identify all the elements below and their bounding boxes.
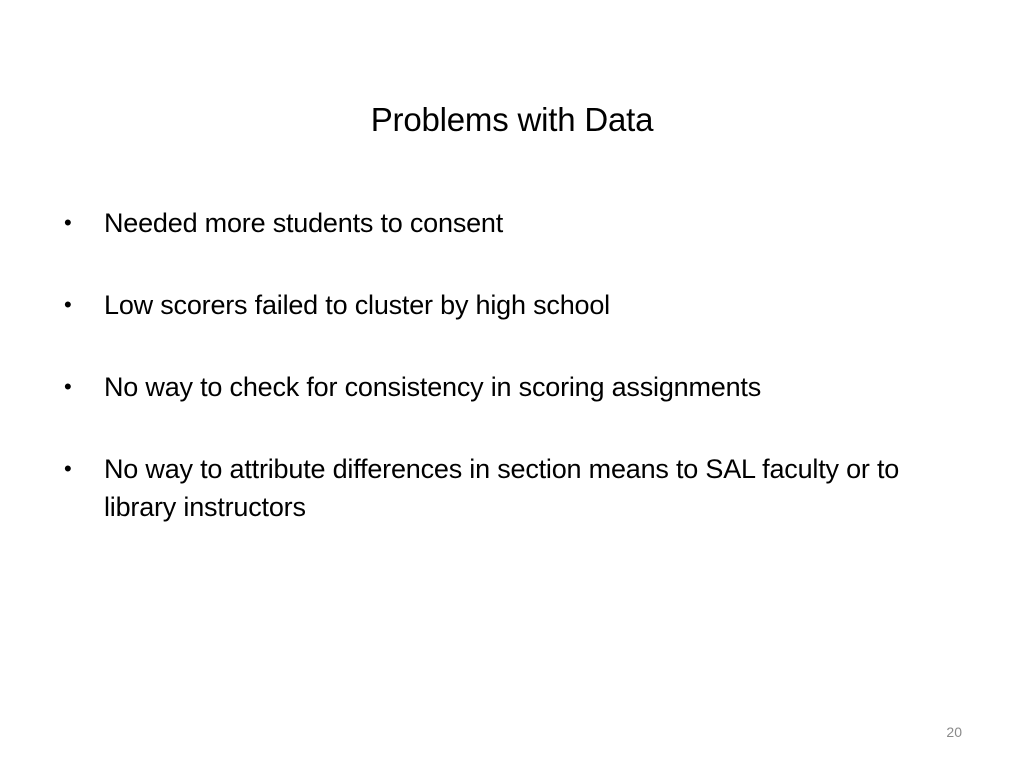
bullet-list (62, 204, 942, 570)
bullet-item-consent (62, 204, 942, 242)
slide-title: Problems with Data (370, 101, 654, 138)
bullet-text: No way to check for consistency in scoring assignments (104, 372, 761, 402)
bullet-item-attribution (62, 450, 942, 526)
bullet-icon: • (64, 374, 72, 399)
bullet-icon: • (64, 456, 72, 481)
bullet-icon: • (64, 210, 72, 235)
page-number: 20 (946, 724, 962, 740)
bullet-item-consistency (62, 368, 942, 406)
bullet-text: Low scorers failed to cluster by high school (104, 290, 610, 320)
bullet-item-low-scorers (62, 286, 942, 324)
bullet-text: Needed more students to consent (104, 208, 504, 238)
bullet-icon: • (64, 292, 72, 317)
bullet-text: No way to attribute differences in section means to SAL faculty or to library instructors (104, 454, 900, 522)
